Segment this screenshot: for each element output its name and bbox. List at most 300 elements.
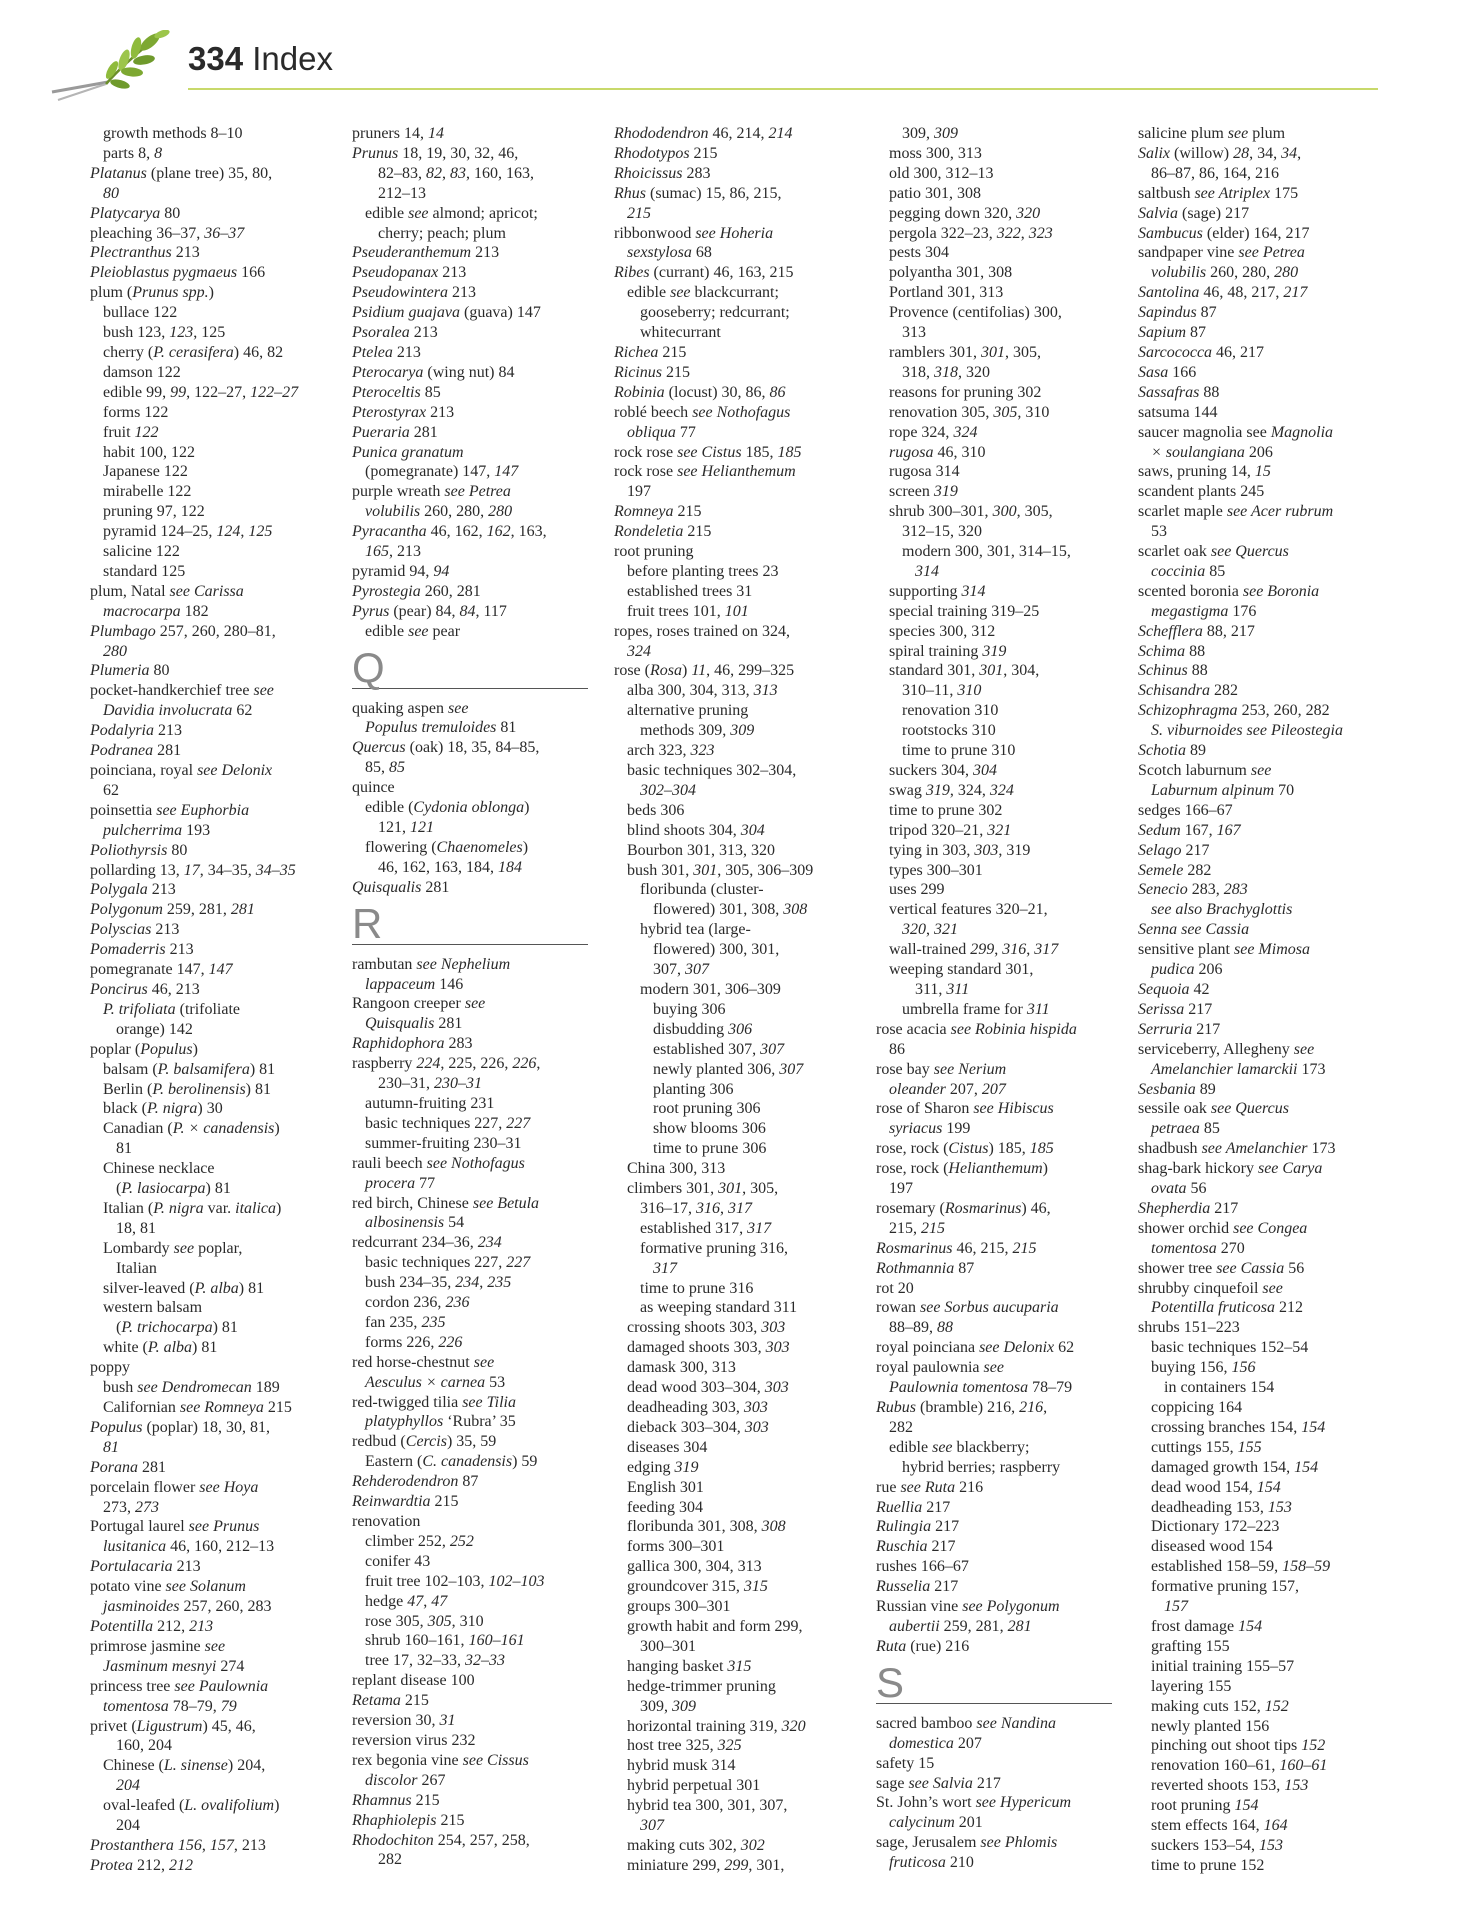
index-entry: Lombardy see poplar, bbox=[103, 1239, 243, 1257]
index-entry: Retama 215 bbox=[352, 1692, 429, 1710]
index-entry: disbudding 306 bbox=[653, 1020, 753, 1038]
index-entry: hanging basket 315 bbox=[627, 1657, 752, 1675]
index-entry: crossing shoots 303, 303 bbox=[627, 1319, 786, 1337]
index-entry: root pruning 154 bbox=[1151, 1797, 1259, 1815]
index-entry: sage, Jerusalem see Phlomis bbox=[876, 1834, 1058, 1852]
index-entry: rue see Ruta 216 bbox=[876, 1478, 984, 1496]
index-entry: suckers 304, 304 bbox=[889, 762, 997, 779]
index-entry: screen 319 bbox=[889, 483, 958, 501]
leaf-sprig-icon bbox=[48, 30, 178, 110]
index-entry: 309, 309 bbox=[902, 125, 958, 142]
index-entry: royal poinciana see Delonix 62 bbox=[876, 1339, 1075, 1357]
index-entry: types 300–301 bbox=[889, 861, 983, 879]
index-entry: time to prune 302 bbox=[889, 801, 1003, 819]
index-entry: hedge 47, 47 bbox=[365, 1592, 448, 1610]
index-entry: Psidium guajava (guava) 147 bbox=[352, 304, 541, 322]
index-entry: red horse-chestnut see bbox=[352, 1353, 495, 1371]
index-entry: Ruschia 217 bbox=[876, 1538, 956, 1556]
index-entry: spiral training 319 bbox=[889, 642, 1007, 660]
index-entry: standard 125 bbox=[103, 562, 186, 580]
index-entry: orange) 142 bbox=[116, 1020, 193, 1038]
index-entry: floribunda (cluster- bbox=[640, 881, 764, 899]
index-entry: Amelanchier lamarckii 173 bbox=[1151, 1060, 1326, 1078]
index-entry: time to prune 316 bbox=[640, 1279, 754, 1297]
index-entry: Ruellia 217 bbox=[876, 1498, 951, 1516]
index-entry: obliqua 77 bbox=[627, 423, 696, 441]
index-entry: reversion 30, 31 bbox=[352, 1712, 456, 1730]
index-entry: Salvia (sage) 217 bbox=[1138, 204, 1250, 222]
index-entry: modern 301, 306–309 bbox=[640, 980, 781, 998]
index-entry: Rhaphiolepis 215 bbox=[352, 1811, 465, 1829]
index-entry: rot 20 bbox=[876, 1279, 914, 1297]
index-entry: volubilis 260, 280, 280 bbox=[365, 503, 513, 521]
index-entry: established 158–59, 158–59 bbox=[1151, 1558, 1331, 1576]
index-entry: tomentosa 270 bbox=[1151, 1239, 1245, 1257]
index-entry: Ricinus 215 bbox=[614, 363, 690, 381]
index-entry: buying 156, 156 bbox=[1151, 1359, 1256, 1377]
index-entry: potato vine see Solanum bbox=[90, 1578, 246, 1596]
index-entry: Rulingia 217 bbox=[876, 1518, 960, 1536]
index-entry: Pyrostegia 260, 281 bbox=[352, 582, 481, 600]
index-entry: damaged shoots 303, 303 bbox=[627, 1339, 790, 1357]
index-entry: 310–11, 310 bbox=[902, 682, 982, 700]
index-entry: petraea 85 bbox=[1151, 1120, 1220, 1138]
index-entry: platyphyllos ‘Rubra’ 35 bbox=[365, 1413, 516, 1431]
index-entry: alba 300, 304, 313, 313 bbox=[627, 682, 778, 700]
index-entry: 85, 85 bbox=[365, 759, 405, 777]
index-entry: autumn-fruiting 231 bbox=[365, 1094, 495, 1112]
index-entry: Rosmarinus 46, 215, 215 bbox=[876, 1239, 1037, 1257]
index-entry: 80 bbox=[103, 184, 119, 202]
index-entry: Bourbon 301, 313, 320 bbox=[627, 841, 775, 859]
index-entry: patio 301, 308 bbox=[889, 184, 981, 202]
index-entry: 307 bbox=[640, 1817, 664, 1835]
index-entry: Selago 217 bbox=[1138, 841, 1210, 859]
index-entry: St. John’s wort see Hypericum bbox=[876, 1794, 1072, 1812]
index-entry: mirabelle 122 bbox=[103, 483, 192, 501]
index-entry: pudica 206 bbox=[1151, 961, 1223, 979]
index-entry: satsuma 144 bbox=[1138, 403, 1218, 421]
index-entry: 215 bbox=[627, 204, 651, 222]
index-entry: balsam (P. balsamifera) 81 bbox=[103, 1060, 276, 1078]
index-entry: 300–301 bbox=[640, 1637, 696, 1655]
index-entry: lappaceum 146 bbox=[365, 975, 464, 993]
index-entry: established trees 31 bbox=[627, 582, 753, 600]
index-entry: gallica 300, 304, 313 bbox=[627, 1558, 762, 1576]
index-entry: Rehderodendron 87 bbox=[352, 1473, 479, 1491]
index-entry: 312–15, 320 bbox=[902, 523, 982, 541]
index-entry: (pomegranate) 147, 147 bbox=[365, 463, 519, 481]
index-entry: Pleioblastus pygmaeus 166 bbox=[90, 264, 266, 282]
index-entry: megastigma 176 bbox=[1151, 602, 1257, 620]
index-entry: Chinese (L. sinense) 204, bbox=[103, 1757, 266, 1775]
index-entry: edible see pear bbox=[365, 622, 461, 640]
index-entry: Pseudowintera 213 bbox=[352, 284, 476, 302]
index-columns bbox=[90, 124, 1400, 1904]
index-entry: Raphidophora 283 bbox=[352, 1035, 473, 1053]
index-entry: formative pruning 316, bbox=[640, 1239, 788, 1257]
index-entry: hybrid perpetual 301 bbox=[627, 1777, 761, 1795]
index-entry: Ribes (currant) 46, 163, 215 bbox=[614, 264, 794, 282]
index-entry: hybrid berries; raspberry bbox=[902, 1458, 1061, 1476]
index-entry: raspberry 224, 225, 226, 226, bbox=[352, 1055, 541, 1073]
index-entry: poplar (Populus) bbox=[90, 1040, 198, 1058]
index-entry: Schinus 88 bbox=[1138, 662, 1208, 680]
index-entry: making cuts 152, 152 bbox=[1151, 1697, 1289, 1715]
index-entry: sacred bamboo see Nandina bbox=[876, 1714, 1056, 1732]
index-entry: Pterocarya (wing nut) 84 bbox=[352, 363, 515, 381]
index-entry: scented boronia see Boronia bbox=[1138, 582, 1320, 600]
index-entry: saltbush see Atriplex 175 bbox=[1138, 184, 1299, 202]
index-entry: as weeping standard 311 bbox=[640, 1299, 798, 1317]
index-entry: P. trifoliata (trifoliate bbox=[103, 1000, 241, 1018]
index-entry: × soulangiana 206 bbox=[1151, 443, 1273, 461]
index-entry: basic techniques 227, 227 bbox=[365, 1114, 531, 1132]
section-letter: R bbox=[352, 904, 588, 945]
index-entry: diseased wood 154 bbox=[1151, 1538, 1273, 1556]
index-entry: cherry; peach; plum bbox=[378, 224, 506, 242]
index-entry: oval-leafed (L. ovalifolium) bbox=[103, 1797, 280, 1815]
index-entry: feeding 304 bbox=[627, 1498, 703, 1516]
index-entry: silver-leaved (P. alba) 81 bbox=[103, 1279, 265, 1297]
index-entry: miniature 299, 299, 301, bbox=[627, 1856, 785, 1874]
index-entry: ramblers 301, 301, 305, bbox=[889, 343, 1041, 361]
page-title bbox=[188, 40, 333, 78]
index-entry: scarlet oak see Quercus bbox=[1138, 543, 1289, 561]
index-entry: Sassafras 88 bbox=[1138, 383, 1220, 401]
index-entry: Serruria 217 bbox=[1138, 1020, 1221, 1038]
index-entry: alternative pruning bbox=[627, 702, 749, 720]
index-entry: salicine plum see plum bbox=[1138, 125, 1286, 142]
index-entry: rowan see Sorbus aucuparia bbox=[876, 1299, 1059, 1317]
index-entry: sage see Salvia 217 bbox=[876, 1774, 1001, 1792]
index-entry: Paulownia tomentosa 78–79 bbox=[889, 1379, 1073, 1397]
index-entry: Populus tremuloides 81 bbox=[365, 719, 517, 737]
index-entry: 324 bbox=[627, 642, 651, 660]
index-entry: Sesbania 89 bbox=[1138, 1080, 1216, 1098]
index-entry: Richea 215 bbox=[614, 343, 687, 361]
index-entry: primrose jasmine see bbox=[90, 1637, 226, 1655]
index-entry: Sedum 167, 167 bbox=[1138, 821, 1241, 839]
index-entry: sessile oak see Quercus bbox=[1138, 1100, 1289, 1118]
index-entry: shrubs 151–223 bbox=[1138, 1319, 1240, 1337]
index-entry: climber 252, 252 bbox=[365, 1532, 474, 1550]
index-entry: rose of Sharon see Hibiscus bbox=[876, 1100, 1054, 1118]
index-entry: red-twigged tilia see Tilia bbox=[352, 1393, 516, 1411]
index-entry: standard 301, 301, 304, bbox=[889, 662, 1040, 680]
index-entry: fruticosa 210 bbox=[889, 1854, 974, 1872]
index-entry: Salix (willow) 28, 34, 34, bbox=[1138, 144, 1302, 162]
index-entry: show blooms 306 bbox=[653, 1120, 766, 1138]
index-entry: Santolina 46, 48, 217, 217 bbox=[1138, 284, 1308, 302]
index-entry: 157 bbox=[1164, 1598, 1188, 1616]
index-entry: Schotia 89 bbox=[1138, 742, 1206, 760]
index-entry: pulcherrima 193 bbox=[103, 821, 211, 839]
index-entry: modern 300, 301, 314–15, bbox=[902, 543, 1071, 561]
index-entry: Polygonum 259, 281, 281 bbox=[90, 901, 255, 919]
index-entry: rose acacia see Robinia hispida bbox=[876, 1020, 1077, 1038]
index-entry: in containers 154 bbox=[1164, 1379, 1275, 1397]
index-entry: flowered) 301, 308, 308 bbox=[653, 901, 808, 919]
index-entry: arch 323, 323 bbox=[627, 742, 715, 760]
index-entry: redbud (Cercis) 35, 59 bbox=[352, 1433, 497, 1451]
index-entry: S. viburnoides see Pileostegia bbox=[1151, 722, 1343, 740]
index-entry: diseases 304 bbox=[627, 1438, 708, 1456]
index-entry: see also Brachyglottis bbox=[1151, 901, 1293, 919]
index-entry: 86–87, 86, 164, 216 bbox=[1151, 164, 1279, 182]
index-entry: basic techniques 227, 227 bbox=[365, 1254, 531, 1272]
index-entry: forms 122 bbox=[103, 403, 169, 421]
index-entry: Pyracantha 46, 162, 162, 163, bbox=[352, 523, 547, 541]
index-entry: aubertii 259, 281, 281 bbox=[889, 1617, 1032, 1635]
index-entry: Italian (P. nigra var. italica) bbox=[103, 1199, 282, 1217]
index-entry: 313 bbox=[902, 324, 926, 342]
index-entry: tree 17, 32–33, 32–33 bbox=[365, 1652, 505, 1670]
index-entry: crossing branches 154, 154 bbox=[1151, 1418, 1326, 1436]
index-entry: 121, 121 bbox=[378, 819, 434, 836]
index-column-2 bbox=[352, 124, 588, 1870]
page-number: 334 bbox=[188, 40, 244, 77]
index-entry: Punica granatum bbox=[352, 443, 464, 461]
index-entry: (P. lasiocarpa) 81 bbox=[116, 1180, 231, 1198]
index-entry: parts 8, 8 bbox=[103, 144, 163, 162]
index-entry: Berlin (P. berolinensis) 81 bbox=[103, 1080, 271, 1098]
index-entry: swag 319, 324, 324 bbox=[889, 781, 1014, 799]
index-entry: 230–31, 230–31 bbox=[378, 1075, 482, 1093]
index-entry: quince bbox=[352, 779, 395, 797]
index-entry: Rhodotypos 215 bbox=[614, 144, 718, 162]
index-entry: coppicing 164 bbox=[1151, 1399, 1243, 1416]
index-entry: stem effects 164, 164 bbox=[1151, 1817, 1288, 1835]
index-entry: poppy bbox=[90, 1359, 130, 1377]
index-entry: Dictionary 172–223 bbox=[1151, 1518, 1280, 1536]
index-entry: renovation bbox=[352, 1513, 421, 1530]
index-entry: redcurrant 234–36, 234 bbox=[352, 1234, 502, 1252]
index-entry: purple wreath see Petrea bbox=[352, 483, 511, 501]
index-entry: rose 305, 305, 310 bbox=[365, 1612, 484, 1630]
index-entry: Rondeletia 215 bbox=[614, 523, 712, 541]
index-entry: horizontal training 319, 320 bbox=[627, 1717, 806, 1735]
index-entry: Californian see Romneya 215 bbox=[103, 1399, 292, 1416]
index-entry: (P. trichocarpa) 81 bbox=[116, 1319, 238, 1337]
index-entry: groundcover 315, 315 bbox=[627, 1578, 768, 1596]
index-entry: gooseberry; redcurrant; bbox=[640, 304, 790, 322]
index-entry: 309, 309 bbox=[640, 1697, 696, 1715]
index-entry: summer-fruiting 230–31 bbox=[365, 1134, 522, 1152]
index-entry: flowering (Chaenomeles) bbox=[365, 838, 529, 856]
index-entry: Pueraria 281 bbox=[352, 423, 438, 441]
index-entry: time to prune 306 bbox=[653, 1140, 767, 1158]
index-entry: grafting 155 bbox=[1151, 1637, 1230, 1655]
index-entry: initial training 155–57 bbox=[1151, 1657, 1295, 1675]
index-entry: Semele 282 bbox=[1138, 861, 1212, 879]
index-entry: scarlet maple see Acer rubrum bbox=[1138, 503, 1334, 521]
index-entry: newly planted 156 bbox=[1151, 1717, 1270, 1735]
index-entry: procera 77 bbox=[365, 1174, 436, 1192]
index-entry: Serissa 217 bbox=[1138, 1000, 1213, 1018]
index-entry: Ptelea 213 bbox=[352, 343, 421, 361]
index-entry: Schima 88 bbox=[1138, 642, 1206, 660]
index-entry: saws, pruning 14, 15 bbox=[1138, 463, 1271, 481]
index-entry: pegging down 320, 320 bbox=[889, 204, 1041, 222]
index-entry: Laburnum alpinum 70 bbox=[1151, 781, 1295, 799]
index-entry: Prostanthera 156, 157, 213 bbox=[90, 1836, 266, 1854]
index-entry: 282 bbox=[378, 1851, 402, 1869]
index-entry: time to prune 152 bbox=[1151, 1856, 1265, 1874]
index-entry: pyramid 124–25, 124, 125 bbox=[103, 523, 273, 541]
index-entry: Sasa 166 bbox=[1138, 363, 1197, 381]
index-entry: buying 306 bbox=[653, 1000, 726, 1018]
index-entry: edible see blackberry; bbox=[889, 1438, 1030, 1456]
index-entry: 317 bbox=[653, 1259, 677, 1277]
index-entry: whitecurrant bbox=[640, 324, 721, 342]
index-entry: basic techniques 302–304, bbox=[627, 762, 797, 779]
index-entry: methods 309, 309 bbox=[640, 722, 755, 740]
index-entry: rootstocks 310 bbox=[902, 722, 996, 740]
index-entry: Platycarya 80 bbox=[90, 204, 181, 222]
index-entry: growth habit and form 299, bbox=[627, 1617, 803, 1635]
index-entry: 82–83, 82, 83, 160, 163, bbox=[378, 164, 534, 182]
index-entry: Porana 281 bbox=[90, 1458, 166, 1476]
index-entry: Jasminum mesnyi 274 bbox=[103, 1657, 245, 1675]
index-entry: floribunda 301, 308, 308 bbox=[627, 1518, 786, 1536]
index-entry: established 307, 307 bbox=[653, 1040, 785, 1058]
index-entry: coccinia 85 bbox=[1151, 562, 1226, 580]
index-entry: basic techniques 152–54 bbox=[1151, 1339, 1309, 1357]
index-entry: moss 300, 313 bbox=[889, 144, 982, 162]
index-entry: Pseuderanthemum 213 bbox=[352, 244, 500, 262]
index-entry: Ruta (rue) 216 bbox=[876, 1637, 970, 1655]
index-entry: 88–89, 88 bbox=[889, 1319, 953, 1337]
index-entry: Potentilla 212, 213 bbox=[90, 1617, 214, 1635]
index-entry: poinsettia see Euphorbia bbox=[90, 801, 250, 819]
index-entry: edible (Cydonia oblonga) bbox=[365, 799, 530, 817]
index-entry: macrocarpa 182 bbox=[103, 602, 209, 620]
index-entry: volubilis 260, 280, 280 bbox=[1151, 264, 1299, 282]
index-entry: Potentilla fruticosa 212 bbox=[1151, 1299, 1303, 1317]
index-entry: jasminoides 257, 260, 283 bbox=[103, 1598, 272, 1616]
index-entry: 197 bbox=[627, 483, 651, 501]
index-entry: Russelia 217 bbox=[876, 1578, 959, 1596]
index-entry: polyantha 301, 308 bbox=[889, 264, 1013, 282]
index-entry: Russian vine see Polygonum bbox=[876, 1598, 1060, 1616]
index-entry: species 300, 312 bbox=[889, 622, 996, 640]
index-entry: roblé beech see Nothofagus bbox=[614, 403, 791, 421]
index-entry: Chinese necklace bbox=[103, 1160, 215, 1178]
index-entry: ribbonwood see Hoheria bbox=[614, 224, 774, 242]
index-heading: Index bbox=[252, 40, 333, 77]
index-entry: pollarding 13, 17, 34–35, 34–35 bbox=[90, 861, 296, 879]
index-entry: reasons for pruning 302 bbox=[889, 383, 1042, 401]
index-entry: Protea 212, 212 bbox=[90, 1856, 193, 1874]
index-entry: Quisqualis 281 bbox=[352, 878, 450, 896]
index-entry: ropes, roses trained on 324, bbox=[614, 622, 790, 640]
index-entry: rose bay see Nerium bbox=[876, 1060, 1007, 1078]
index-entry: wall-trained 299, 316, 317 bbox=[889, 941, 1059, 959]
index-entry: edible see almond; apricot; bbox=[365, 204, 538, 222]
index-entry: beds 306 bbox=[627, 801, 685, 819]
index-entry: 302–304 bbox=[640, 781, 696, 799]
index-entry: rope 324, 324 bbox=[889, 423, 978, 441]
index-entry: Psoralea 213 bbox=[352, 324, 438, 342]
index-entry: flowered) 300, 301, bbox=[653, 941, 780, 959]
index-entry: Poliothyrsis 80 bbox=[90, 841, 188, 859]
index-entry: privet (Ligustrum) 45, 46, bbox=[90, 1717, 256, 1735]
index-entry: root pruning 306 bbox=[653, 1100, 761, 1118]
index-entry: shower tree see Cassia 56 bbox=[1138, 1259, 1305, 1277]
index-entry: poinciana, royal see Delonix bbox=[90, 762, 273, 779]
index-entry: pyramid 94, 94 bbox=[352, 562, 450, 580]
index-entry: cordon 236, 236 bbox=[365, 1294, 470, 1312]
index-entry: tomentosa 78–79, 79 bbox=[103, 1697, 237, 1715]
index-entry: lusitanica 46, 160, 212–13 bbox=[103, 1538, 275, 1556]
index-entry: formative pruning 157, bbox=[1151, 1578, 1299, 1596]
index-entry: Provence (centifolias) 300, bbox=[889, 304, 1062, 322]
index-entry: Quisqualis 281 bbox=[365, 1015, 463, 1033]
index-entry: sandpaper vine see Petrea bbox=[1138, 244, 1305, 262]
index-entry: replant disease 100 bbox=[352, 1672, 475, 1690]
index-entry: royal paulownia see bbox=[876, 1359, 1004, 1377]
index-entry: Italian bbox=[116, 1259, 157, 1277]
index-entry: Sapium 87 bbox=[1138, 324, 1206, 342]
index-entry: bush 301, 301, 305, 306–309 bbox=[627, 861, 814, 879]
index-entry: edible 99, 99, 122–27, 122–27 bbox=[103, 383, 299, 401]
index-entry: sexstylosa 68 bbox=[627, 244, 712, 262]
index-entry: Schisandra 282 bbox=[1138, 682, 1238, 700]
index-entry: pergola 322–23, 322, 323 bbox=[889, 224, 1053, 242]
index-entry: pruning 97, 122 bbox=[103, 503, 205, 521]
index-entry: Rangoon creeper see bbox=[352, 995, 486, 1013]
index-entry: Portugal laurel see Prunus bbox=[90, 1518, 260, 1536]
index-entry: rugosa 46, 310 bbox=[889, 443, 986, 461]
index-entry: sedges 166–67 bbox=[1138, 801, 1233, 819]
index-entry: Shepherdia 217 bbox=[1138, 1199, 1239, 1217]
index-entry: tying in 303, 303, 319 bbox=[889, 841, 1031, 859]
index-entry: 320, 321 bbox=[902, 921, 958, 939]
index-entry: host tree 325, 325 bbox=[627, 1737, 742, 1755]
index-entry: Pterostyrax 213 bbox=[352, 403, 455, 421]
index-entry: 307, 307 bbox=[653, 961, 709, 979]
index-entry: forms 300–301 bbox=[627, 1538, 725, 1556]
index-column-4 bbox=[876, 124, 1112, 1873]
index-entry: Prunus 18, 19, 30, 32, 46, bbox=[352, 144, 519, 162]
index-entry: fruit trees 101, 101 bbox=[627, 602, 749, 620]
index-entry: Podranea 281 bbox=[90, 742, 182, 760]
index-entry: Polygala 213 bbox=[90, 881, 176, 899]
index-entry: calycinum 201 bbox=[889, 1814, 983, 1832]
index-entry: established 317, 317 bbox=[640, 1219, 772, 1237]
index-entry: scandent plants 245 bbox=[1138, 483, 1265, 501]
index-entry: Polyscias 213 bbox=[90, 921, 180, 939]
index-entry: 18, 81 bbox=[116, 1219, 156, 1237]
index-entry: plum, Natal see Carissa bbox=[90, 582, 244, 600]
index-entry: special training 319–25 bbox=[889, 602, 1040, 620]
index-entry: Senecio 283, 283 bbox=[1138, 881, 1248, 899]
index-entry: edible see blackcurrant; bbox=[627, 284, 779, 302]
index-entry: Rhus (sumac) 15, 86, 215, bbox=[614, 184, 782, 202]
index-entry: Rubus (bramble) 216, 216, bbox=[876, 1399, 1048, 1416]
index-entry: Quercus (oak) 18, 35, 84–85, bbox=[352, 739, 540, 757]
index-entry: hybrid tea 300, 301, 307, bbox=[627, 1797, 788, 1815]
index-entry: 86 bbox=[889, 1040, 905, 1058]
index-entry: Scotch laburnum see bbox=[1138, 762, 1272, 779]
index-entry: conifer 43 bbox=[365, 1552, 431, 1570]
index-entry: growth methods 8–10 bbox=[103, 125, 243, 142]
index-entry: deadheading 303, 303 bbox=[627, 1399, 768, 1416]
index-entry: fan 235, 235 bbox=[365, 1313, 446, 1331]
index-entry: Portulacaria 213 bbox=[90, 1558, 201, 1576]
index-entry: weeping standard 301, bbox=[889, 961, 1034, 979]
